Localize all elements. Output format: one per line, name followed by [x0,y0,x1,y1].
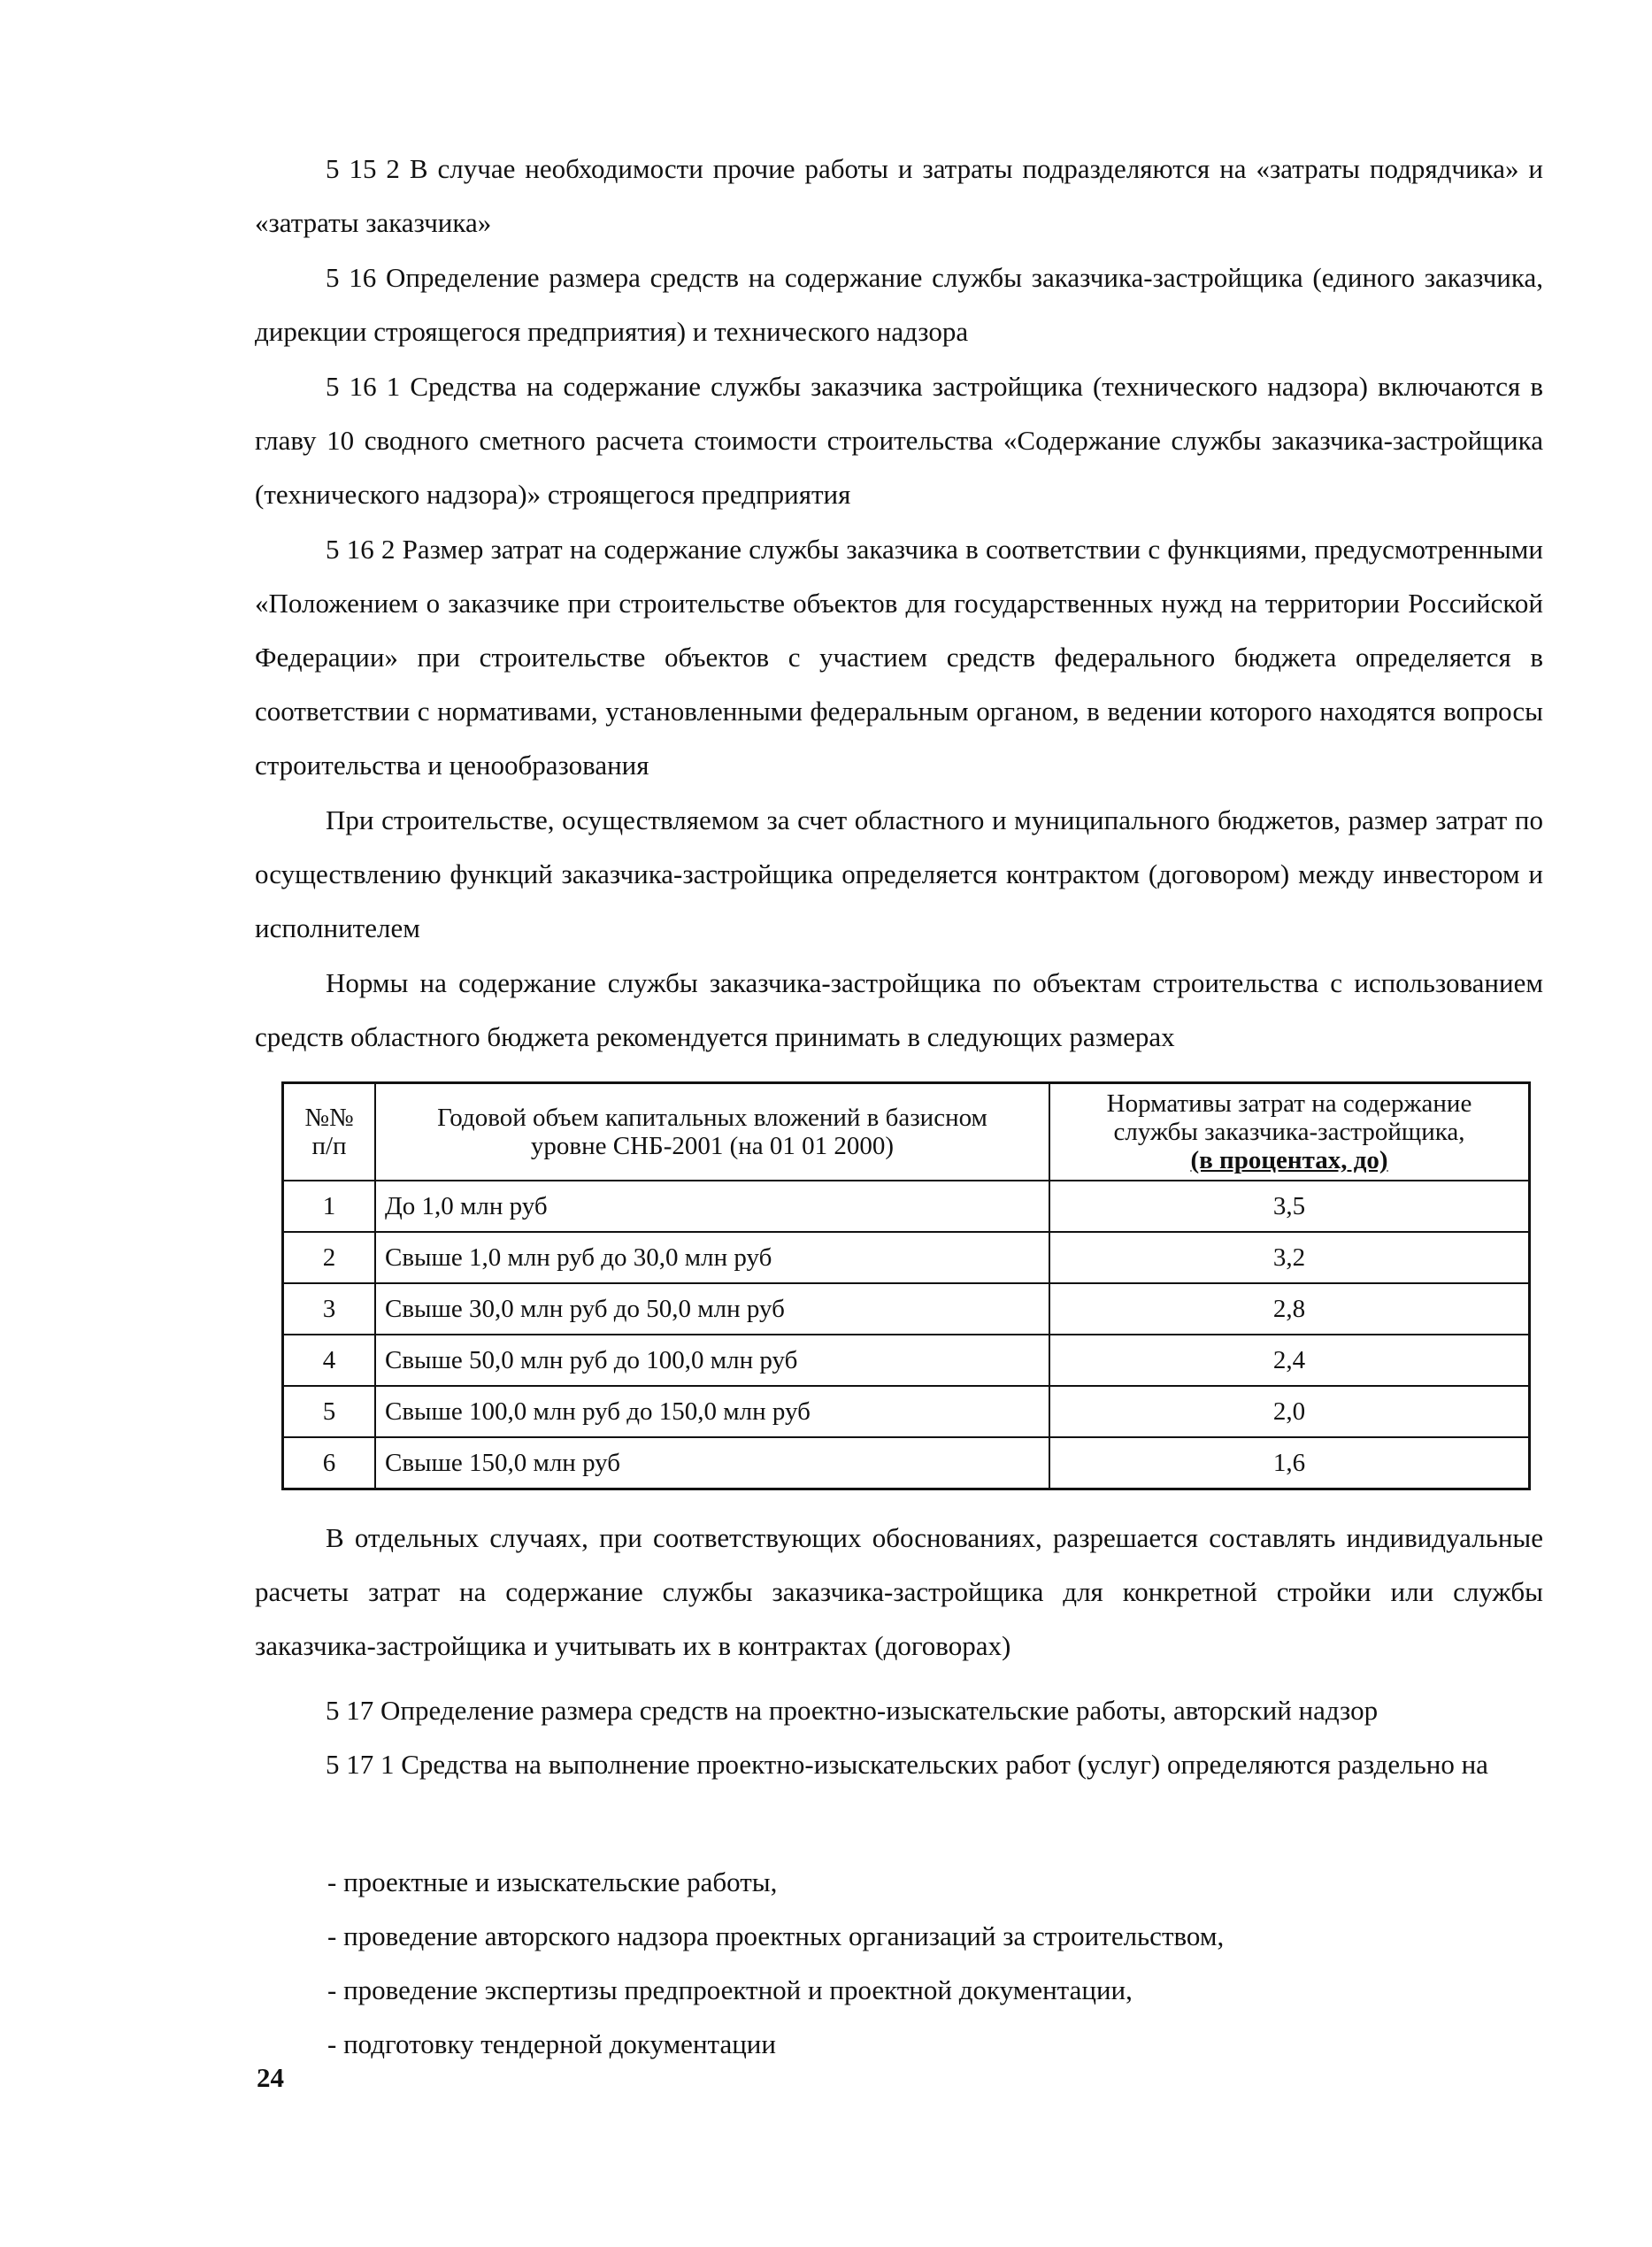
row-norm: 3,5 [1049,1181,1530,1232]
table-row [283,1437,1530,1489]
paragraph-individual-calc: В отдельных случаях, при соответствующих обоснованиях, разрешается составлять индивидуальные расчеты затрат на содержание службы заказчика-застройщика для конкретной стройки или службы заказчика-застройщика и учитывать их в контрактах (договорах) [255,1522,1543,1661]
row-num: 2 [283,1232,376,1283]
row-volume: Свыше 100,0 млн руб до 150,0 млн руб [375,1386,1049,1437]
paragraph-5-17-1: 5 17 1 Средства на выполнение проектно-изыскательских работ (услуг) определяются раздельно на [326,1749,1488,1780]
row-volume: Свыше 30,0 млн руб до 50,0 млн руб [375,1283,1049,1335]
row-volume: Свыше 150,0 млн руб [375,1437,1049,1489]
row-num: 5 [283,1386,376,1437]
row-norm: 1,6 [1049,1437,1530,1489]
paragraph-regional-budget: При строительстве, осуществляемом за счет областного и муниципального бюджетов, размер затрат по осуществлению функций заказчика-застройщика определяется контрактом (договором) между инвестором и исполнителем [255,804,1543,943]
row-norm: 2,8 [1049,1283,1530,1335]
bullet-item: - проведение экспертизы предпроектной и проектной документации, [327,1974,1133,2005]
row-num: 1 [283,1181,376,1232]
page-number: 24 [257,2062,284,2093]
row-num: 4 [283,1335,376,1386]
bullet-item: - проведение авторского надзора проектных организаций за строительством, [327,1920,1225,1951]
table-row [283,1181,1530,1232]
row-norm: 3,2 [1049,1232,1530,1283]
table-header-row [283,1083,1530,1181]
paragraph-5-15-2: 5 15 2 В случае необходимости прочие работы и затраты подразделяются на «затраты подрядчика» и «затраты заказчика» [255,153,1543,238]
row-norm: 2,0 [1049,1386,1530,1437]
paragraph-5-17: 5 17 Определение размера средств на проектно-изыскательские работы, авторский надзор [326,1695,1379,1726]
table-row [283,1335,1530,1386]
paragraph-5-16-1: 5 16 1 Средства на содержание службы заказчика застройщика (технического надзора) включаются в главу 10 сводного сметного расчета стоимости строительства «Содержание службы заказчика-застройщика (технического надзора)» строящегося предприятия [255,371,1543,510]
header-num: №№ п/п [283,1083,376,1181]
row-volume: До 1,0 млн руб [375,1181,1049,1232]
row-volume: Свыше 1,0 млн руб до 30,0 млн руб [375,1232,1049,1283]
row-num: 6 [283,1437,376,1489]
bullet-item: - подготовку тендерной документации [327,2028,776,2059]
table-row [283,1283,1530,1335]
row-num: 3 [283,1283,376,1335]
header-volume: Годовой объем капитальных вложений в базисном уровне СНБ-2001 (на 01 01 2000) [375,1083,1049,1181]
bullet-item: - проектные и изыскательские работы, [327,1866,778,1897]
paragraph-norms-intro: Нормы на содержание службы заказчика-застройщика по объектам строительства с использованием средств областного бюджета рекомендуется принимать в следующих размерах [255,967,1543,1052]
paragraph-5-16: 5 16 Определение размера средств на содержание службы заказчика-застройщика (единого заказчика, дирекции строящегося предприятия) и технического надзора [255,262,1543,347]
table-row [283,1232,1530,1283]
row-norm: 2,4 [1049,1335,1530,1386]
table-row [283,1386,1530,1437]
norms-table [281,1081,1531,1490]
row-volume: Свыше 50,0 млн руб до 100,0 млн руб [375,1335,1049,1386]
header-norm: Нормативы затрат на содержание службы заказчика-застройщика, (в процентах, до) [1049,1083,1530,1181]
paragraph-5-16-2: 5 16 2 Размер затрат на содержание службы заказчика в соответствии с функциями, предусмотренными «Положением о заказчике при строительстве объектов для государственных нужд на территории Российской Федерации» при строительстве объектов с участием средств федерального бюджета определяется в соответствии с нормативами, установленными федеральным органом, в ведении которого находятся вопросы строительства и ценообразования [255,534,1543,781]
